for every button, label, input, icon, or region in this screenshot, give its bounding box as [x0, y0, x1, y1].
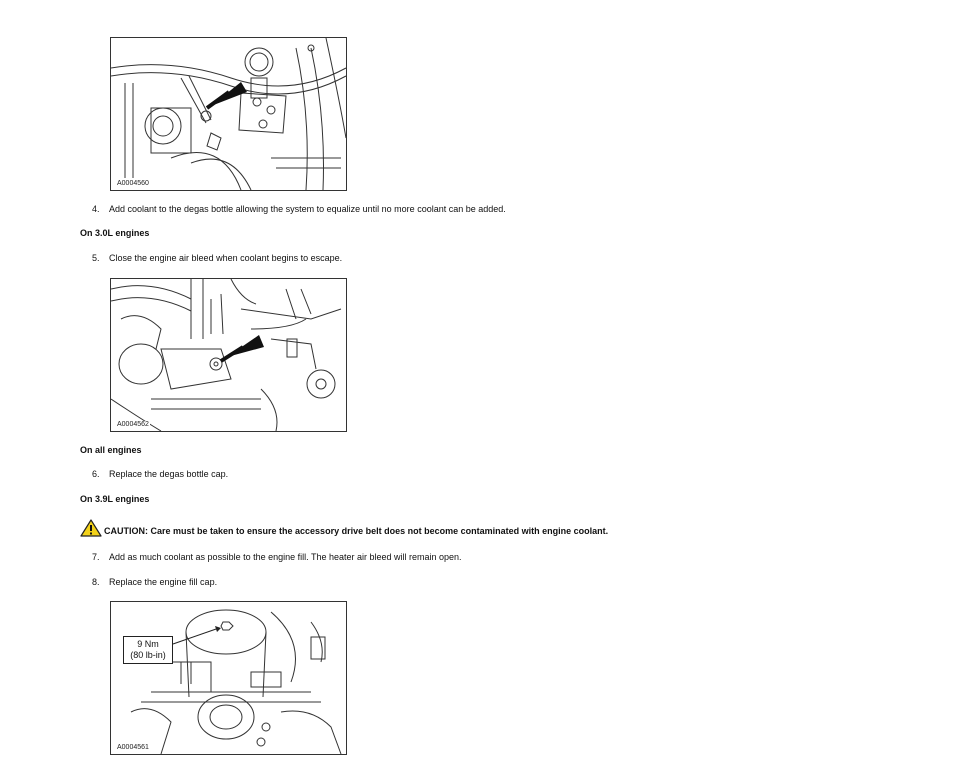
warning-triangle-icon	[80, 519, 102, 537]
figure-a0004561	[110, 601, 347, 755]
figure-a0004562	[110, 278, 347, 432]
step-4	[92, 204, 506, 214]
heading-all-engines: On all engines	[80, 445, 142, 455]
caution-notice	[80, 517, 608, 537]
engine-degas-illustration	[111, 38, 346, 190]
engine-air-bleed-illustration	[111, 279, 346, 431]
step-number: 6.	[92, 469, 100, 479]
step-text: Add coolant to the degas bottle allowing the system to equalize until no more coolant can be added.	[109, 204, 506, 214]
caution-text: CAUTION: Care must be taken to ensure the accessory drive belt does not become contaminated with engine coolant.	[104, 526, 609, 536]
step-number: 5.	[92, 253, 100, 263]
torque-nm: 9 Nm	[137, 639, 159, 649]
step-8	[92, 577, 217, 587]
engine-fill-cap-illustration	[111, 602, 346, 754]
figure-id-label: A0004560	[117, 180, 149, 187]
step-text: Replace the degas bottle cap.	[109, 469, 229, 479]
step-text: Add as much coolant as possible to the engine fill. The heater air bleed will remain open.	[109, 552, 462, 562]
step-text: Replace the engine fill cap.	[109, 577, 218, 587]
step-text: Close the engine air bleed when coolant begins to escape.	[109, 253, 343, 263]
heading-3-0l-engines: On 3.0L engines	[80, 228, 150, 238]
figure-id-label: A0004561	[117, 744, 149, 751]
heading-3-9l-engines: On 3.9L engines	[80, 494, 150, 504]
step-6	[92, 469, 228, 479]
torque-callout	[123, 636, 173, 664]
step-5	[92, 253, 342, 263]
step-7	[92, 552, 462, 562]
step-number: 8.	[92, 577, 100, 587]
step-number: 7.	[92, 552, 100, 562]
figure-id-label: A0004562	[117, 421, 149, 428]
figure-a0004560	[110, 37, 347, 191]
torque-lb-in: (80 lb-in)	[130, 650, 166, 660]
step-number: 4.	[92, 204, 100, 214]
